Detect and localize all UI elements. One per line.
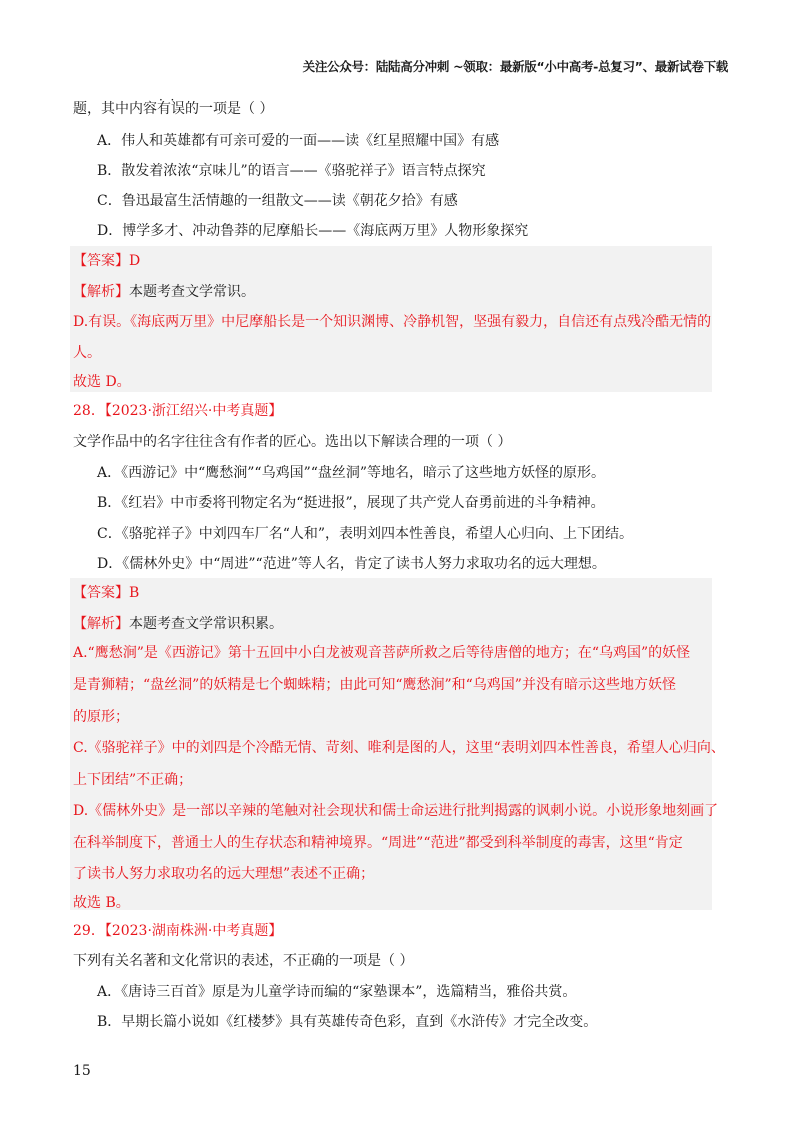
explanation-line: 上下团结”不正确； bbox=[73, 772, 193, 788]
option-b: B．早期长篇小说如《红楼梦》具有英雄传奇色彩，直到《水浒传》才完全改变。 bbox=[97, 1014, 598, 1030]
answer-label: 【答案】 bbox=[73, 253, 129, 269]
stem-text: 题，其中内容 bbox=[73, 101, 157, 117]
option-d: D．《儒林外史》中“周进”“范进”等人名，肯定了读书人努力求取功名的远大理想。 bbox=[97, 556, 606, 572]
explanation-line: 的原形； bbox=[73, 709, 129, 725]
analysis-label: 【解析】 bbox=[73, 284, 129, 300]
question-28-heading: 28．【2023·浙江绍兴·中考真题】 bbox=[73, 403, 283, 419]
analysis-label: 【解析】 bbox=[73, 616, 129, 632]
option-c: C．鲁迅最富生活情趣的一组散文——读《朝花夕拾》有感 bbox=[97, 193, 458, 209]
option-d: D．博学多才、冲动鲁莽的尼摩船长——《海底两万里》人物形象探究 bbox=[97, 223, 529, 239]
page-number: 15 bbox=[73, 1063, 91, 1079]
question-29-stem: 下列有关名著和文化常识的表述，不正确的一项是（ ） bbox=[73, 953, 414, 969]
option-b: B．《红岩》中市委将刊物定名为“挺进报”，展现了共产党人奋勇前进的斗争精神。 bbox=[97, 495, 605, 511]
explanation-line: 了读书人努力求取功名的远大理想”表述不正确； bbox=[73, 866, 375, 882]
answer-line bbox=[73, 252, 140, 270]
option-a: A．伟人和英雄都有可亲可爱的一面——读《红星照耀中国》有感 bbox=[97, 133, 500, 149]
explanation-line: 在科举制度下，普通士人的生存状态和精神境界。“周进”“范进”都受到科举制度的毒害，这里“肯定 bbox=[73, 835, 683, 851]
explanation-line: 是青狮精；“盘丝洞”的妖精是七个蜘蛛精；由此可知“鹰愁涧”和“乌鸡国”并没有暗示这些地方妖怪 bbox=[73, 677, 676, 693]
question-28-stem: 文学作品中的名字往往含有作者的匠心。选出以下解读合理的一项（ ） bbox=[73, 434, 512, 450]
explanation-line: 故选 D。 bbox=[73, 374, 131, 390]
explanation-line: D.《儒林外史》是一部以辛辣的笔触对社会现状和儒士命运进行批判揭露的讽刺小说。小说形象地刻画了 bbox=[73, 803, 719, 819]
answer-label: 【答案】 bbox=[73, 585, 129, 601]
explanation-line: 人。 bbox=[73, 345, 101, 361]
analysis-text: 本题考查文学常识。 bbox=[129, 284, 255, 300]
option-c: C．《骆驼祥子》中刘四车厂名“人和”，表明刘四本性善良，希望人心归向、上下团结。 bbox=[97, 526, 634, 542]
answer-line bbox=[73, 584, 139, 602]
explanation-line: D.有误。《海底两万里》中尼摩船长是一个知识渊博、冷静机智，坚强有毅力，自信还有点残冷酷无情的 bbox=[73, 314, 712, 330]
analysis-line bbox=[73, 615, 283, 633]
answer-value: B bbox=[129, 585, 140, 601]
option-a: A．《唐诗三百首》原是为儿童学诗而编的“家塾课本”，选篇精当，雅俗共赏。 bbox=[97, 984, 577, 1000]
question-29-heading: 29．【2023·湖南株洲·中考真题】 bbox=[73, 923, 283, 939]
answer-value: D bbox=[129, 253, 141, 269]
option-b: B．散发着浓浓“京味儿”的语言——《骆驼祥子》语言特点探究 bbox=[97, 163, 486, 179]
question-27-stem bbox=[73, 100, 273, 118]
emphasized-text: · · 有误 bbox=[157, 101, 185, 117]
page-header: 关注公众号：陆陆高分冲刺 ~领取：最新版“小中高考-总复习”、最新试卷下载 bbox=[302, 59, 728, 74]
explanation-line: A.“鹰愁涧”是《西游记》第十五回中小白龙被观音菩萨所救之后等待唐僧的地方；在“乌鸡国”的妖怪 bbox=[73, 645, 691, 661]
explanation-line: 故选 B。 bbox=[73, 895, 130, 911]
option-a: A．《西游记》中“鹰愁涧”“乌鸡国”“盘丝洞”等地名，暗示了这些地方妖怪的原形。 bbox=[97, 465, 606, 481]
explanation-line: C.《骆驼祥子》中的刘四是个冷酷无情、苛刻、唯利是图的人，这里“表明刘四本性善良，希望人心归向、 bbox=[73, 740, 725, 756]
analysis-text: 本题考查文学常识积累。 bbox=[129, 616, 283, 632]
stem-text: 的一项是（ ） bbox=[185, 101, 274, 117]
analysis-line bbox=[73, 283, 255, 301]
